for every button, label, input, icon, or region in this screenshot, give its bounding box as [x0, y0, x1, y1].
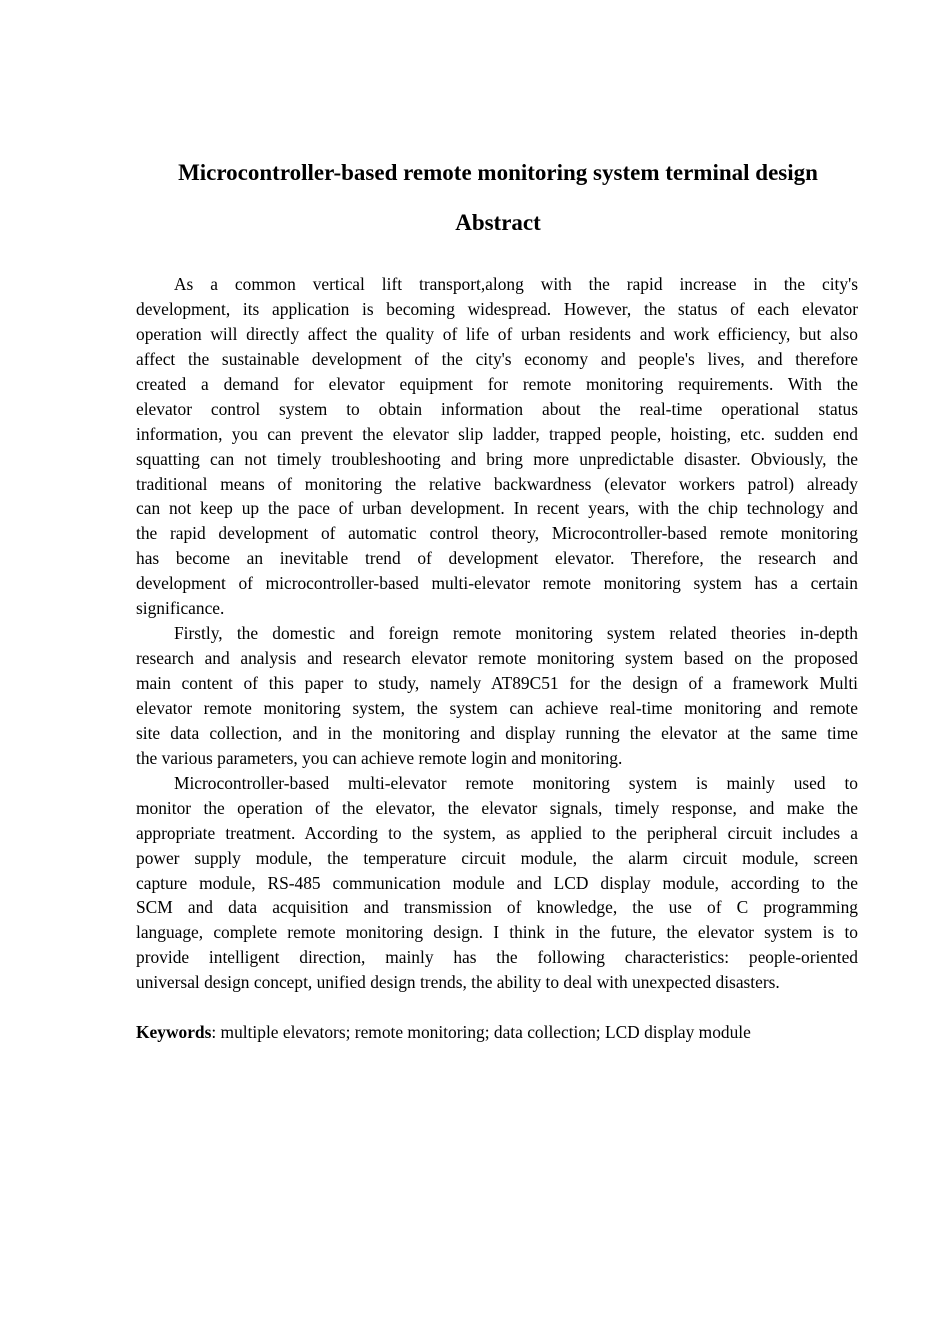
text-line: can not keep up the pace of urban development. In recent years, with the chip technology and — [136, 498, 858, 519]
text-line: elevator remote monitoring system, the system can achieve real-time monitoring and remote — [136, 697, 858, 718]
text-line: language, complete remote monitoring design. I think in the future, the elevator system is to — [136, 922, 858, 943]
text-line: information, you can prevent the elevator slip ladder, trapped people, hoisting, etc. sudden end — [136, 423, 858, 444]
text-line: provide intelligent direction, mainly has the following characteristics: people-oriented — [136, 947, 858, 968]
text-line: elevator control system to obtain information about the real-time operational status — [136, 398, 858, 419]
text-line: Firstly, the domestic and foreign remote monitoring system related theories in-depth — [174, 623, 858, 644]
text-line: operation will directly affect the quality of life of urban residents and work efficiency, but also — [136, 323, 858, 344]
abstract-paragraphs — [136, 272, 858, 995]
keywords-text: : multiple elevators; remote monitoring; data collection; LCD display module — [211, 1022, 751, 1043]
text-line: the various parameters, you can achieve remote login and monitoring. — [136, 747, 623, 768]
text-line: development of microcontroller-based multi-elevator remote monitoring system has a certain — [136, 573, 858, 594]
paragraph — [136, 621, 858, 771]
paragraph — [136, 771, 858, 995]
text-line: traditional means of monitoring the relative backwardness (elevator workers patrol) already — [136, 473, 858, 494]
keywords-line — [136, 1020, 858, 1045]
abstract-body — [136, 272, 858, 1045]
text-line: significance. — [136, 598, 225, 619]
text-line: development, its application is becoming widespread. However, the status of each elevator — [136, 298, 858, 319]
abstract-heading: Abstract — [455, 210, 541, 235]
text-line: universal design concept, unified design trends, the ability to deal with unexpected disasters. — [136, 972, 780, 993]
text-line: the rapid development of automatic control theory, Microcontroller-based remote monitoring — [136, 523, 858, 544]
text-line: created a demand for elevator equipment for remote monitoring requirements. With the — [136, 373, 858, 394]
keywords-label: Keywords — [136, 1022, 212, 1043]
text-line: As a common vertical lift transport,along with the rapid increase in the city's — [174, 274, 858, 294]
text-line: monitor the operation of the elevator, the elevator signals, timely response, and make the — [136, 797, 858, 818]
text-line: appropriate treatment. According to the system, as applied to the peripheral circuit includes a — [136, 822, 858, 843]
text-line: affect the sustainable development of the city's economy and people's lives, and therefore — [136, 348, 858, 369]
document-title: Microcontroller-based remote monitoring system terminal design — [178, 160, 818, 185]
text-line: research and analysis and research elevator remote monitoring system based on the proposed — [136, 648, 858, 669]
paragraph — [136, 272, 858, 621]
text-line: squatting can not timely troubleshooting and bring more unpredictable disaster. Obviously, the — [136, 448, 858, 469]
text-line: has become an inevitable trend of development elevator. Therefore, the research and — [136, 548, 858, 569]
text-line: power supply module, the temperature circuit module, the alarm circuit module, screen — [136, 847, 858, 868]
text-line: main content of this paper to study, namely AT89C51 for the design of a framework Multi — [136, 673, 858, 693]
text-line: site data collection, and in the monitoring and display running the elevator at the same time — [136, 722, 858, 743]
text-line: Microcontroller-based multi-elevator remote monitoring system is mainly used to — [174, 772, 858, 793]
text-line: SCM and data acquisition and transmission of knowledge, the use of C programming — [136, 897, 858, 918]
text-line: capture module, RS-485 communication module and LCD display module, according to the — [136, 872, 858, 893]
